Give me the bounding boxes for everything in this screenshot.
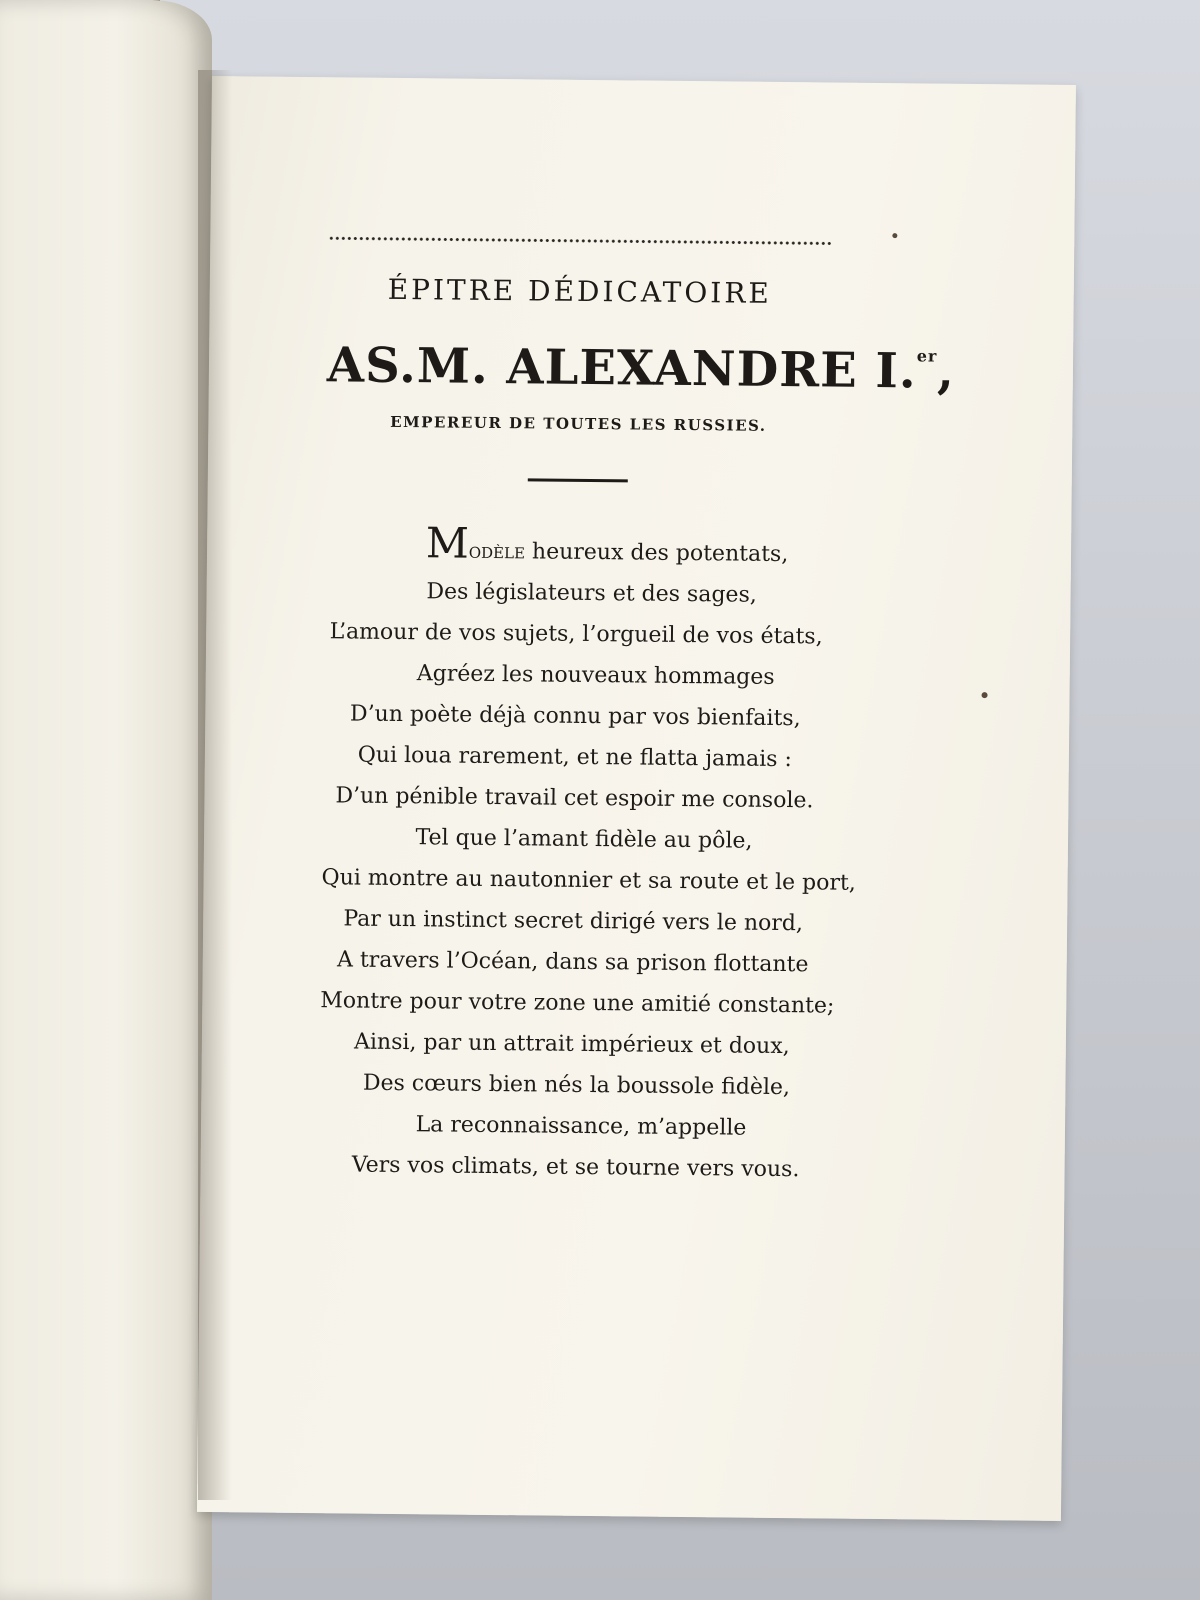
poem-line [325,518,829,575]
first-line-rest: heureux des potentats, [524,539,789,568]
right-page [197,76,1076,1521]
drop-capital: M [425,518,470,568]
paper-fleck [892,233,897,238]
poem-line: Par un instinct secret dirigé vers le nord, [343,906,804,937]
dedicatee-name: AS.M. ALEXANDRE I. [326,337,917,400]
paper-fleck [982,692,988,698]
poem-line: Tel que l’amant fidèle au pôle, [415,825,753,854]
poem-line: Qui montre au nautonnier et sa route et le port, [321,865,856,896]
left-page [0,0,212,1600]
dedicatee-superscript: er [916,346,938,366]
gutter-shadow [198,70,232,1500]
dedicatee-subtitle: EMPEREUR DE TOUTES LES RUSSIES. [390,412,767,435]
poem-line: Agréez les nouveaux hommages [416,661,775,690]
poem-line: Qui loua rarement, et ne flatta jamais : [357,742,793,773]
section-divider [528,478,628,482]
poem-line: Ainsi, par un attrait impérieux et doux, [353,1029,790,1060]
poem-line: Vers vos climats, et se tourne vers vous. [351,1152,800,1183]
dedication-heading: ÉPITRE DÉDICATOIRE [387,272,773,310]
poem-line: Montre pour votre zone une amitié constante; [320,988,835,1019]
poem-line: La reconnaissance, m’appelle [415,1112,747,1141]
poem-line: Des cœurs bien nés la boussole fidèle, [362,1070,791,1101]
ornamental-rule [328,235,832,246]
poem-line: A travers l’Océan, dans sa prison flottante [336,947,809,978]
poem-line: Des législateurs et des sages, [426,579,757,608]
dedicatee-title [326,321,956,400]
poem-line: D’un pénible travail cet espoir me console. [335,783,814,814]
poem-line: L’amour de vos sujets, l’orgueil de vos états, [329,619,823,650]
first-word-smallcaps: odèle [468,538,526,565]
poem-line: D’un poète déjà connu par vos bienfaits, [349,701,801,732]
dedicatee-comma: , [936,343,956,400]
page-content [318,235,956,1190]
poem [318,518,856,1190]
